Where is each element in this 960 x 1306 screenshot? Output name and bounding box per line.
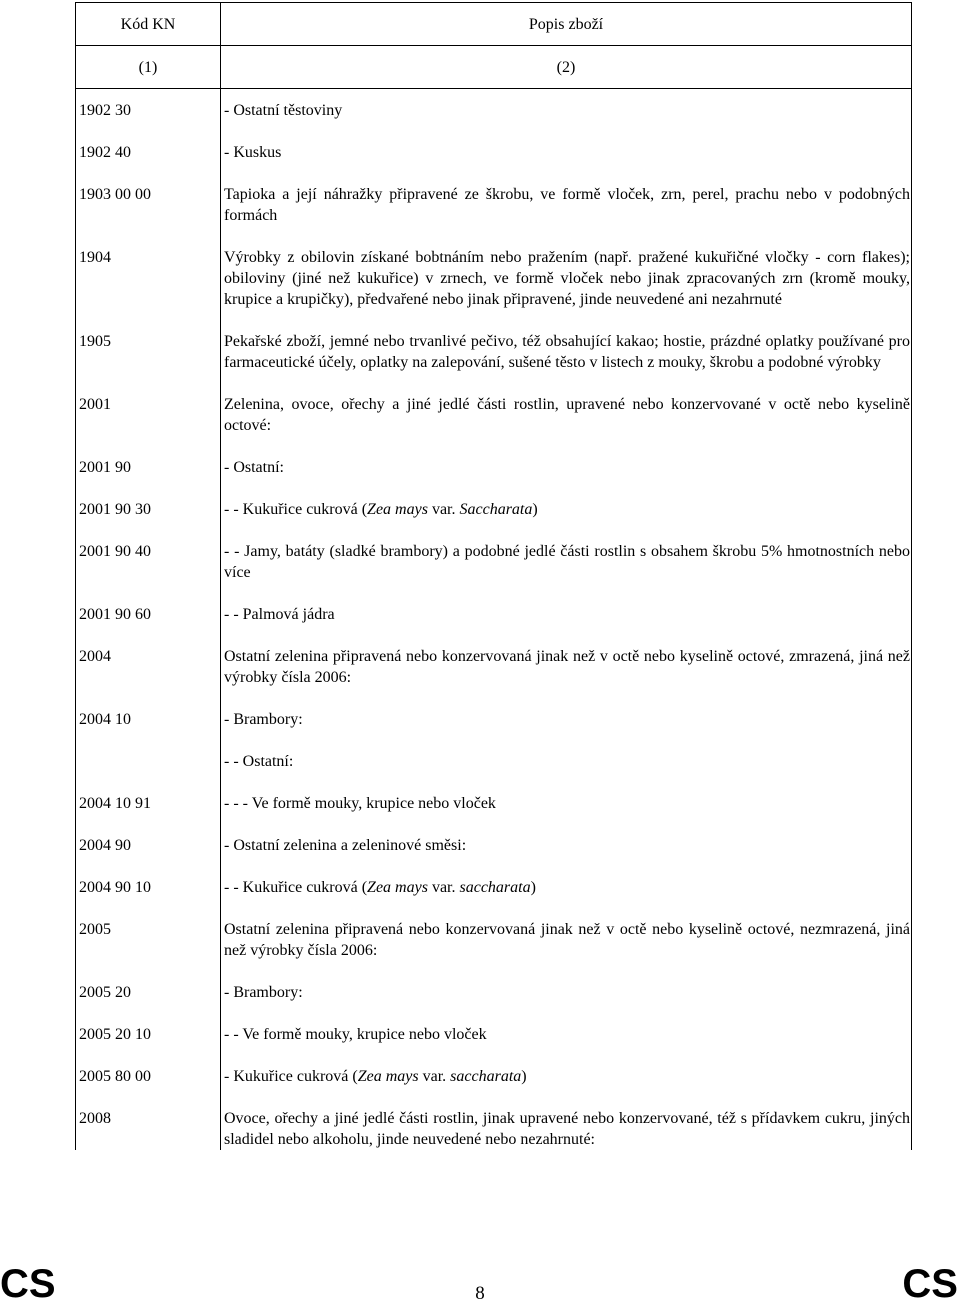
table-row [76,89,912,132]
kn-code: 2001 90 40 [76,530,221,593]
table-row [76,824,912,866]
footer-language-left: CS [0,1262,56,1306]
goods-description [221,488,912,530]
kn-code: 2001 90 60 [76,593,221,635]
goods-description: Ostatní zelenina připravená nebo konzervovaná jinak než v octě nebo kyselině octové, nezmrazená, jiná než výrobky čísla 2006: [221,908,912,971]
goods-description: Ovoce, ořechy a jiné jedlé části rostlin, jinak upravené nebo konzervované, též s přídavkem cukru, jiných sladidel nebo alkoholu, jinde neuvedené nebo nezahrnuté: [221,1097,912,1150]
goods-description: - - - Ve formě mouky, krupice nebo vloček [221,782,912,824]
kn-code: 1902 40 [76,131,221,173]
description-text: var. [427,879,460,896]
kn-code: 2004 10 [76,698,221,740]
page-number: 8 [475,1283,485,1304]
table-row [76,1055,912,1097]
goods-description: - Kuskus [221,131,912,173]
description-text: var. [418,1068,451,1085]
header-row [76,3,912,46]
latin-name-text: Zea mays [367,879,428,896]
kn-code: 1903 00 00 [76,173,221,236]
table-row [76,236,912,320]
goods-description: - - Ve formě mouky, krupice nebo vloček [221,1013,912,1055]
goods-description: - Brambory: [221,971,912,1013]
description-text: ) [532,501,538,518]
table-row [76,635,912,698]
table-row [76,1097,912,1150]
goods-description: Tapioka a její náhražky připravené ze škrobu, ve formě vloček, zrn, perel, prachu nebo v podobných formách [221,173,912,236]
header-code: Kód KN [76,3,221,46]
kn-code: 2008 [76,1097,221,1150]
table-row [76,446,912,488]
goods-description: - - Ostatní: [221,740,912,782]
kn-code: 2005 20 10 [76,1013,221,1055]
goods-description: - - Palmová jádra [221,593,912,635]
table-row [76,383,912,446]
goods-description: Zelenina, ovoce, ořechy a jiné jedlé části rostlin, upravené nebo konzervované v octě nebo kyselině octové: [221,383,912,446]
kn-code: 2004 90 10 [76,866,221,908]
kn-code: 2001 90 30 [76,488,221,530]
latin-name-text: Zea mays [367,501,428,518]
header-description: Popis zboží [221,3,912,46]
description-text: var. [427,501,460,518]
description-text: - - Kukuřice cukrová ( [224,879,368,896]
table-row [76,1013,912,1055]
description-text: - - Kukuřice cukrová ( [224,501,368,518]
subheader-description: (2) [221,46,912,89]
goods-description: - Brambory: [221,698,912,740]
table-row [76,530,912,593]
description-text: ) [530,879,536,896]
kn-code: 2005 [76,908,221,971]
table-row [76,698,912,740]
table-body [76,89,912,1151]
table-row [76,320,912,383]
table-row [76,740,912,782]
table-row [76,908,912,971]
goods-description: Ostatní zelenina připravená nebo konzervovaná jinak než v octě nebo kyselině octové, zmrazená, jiná než výrobky čísla 2006: [221,635,912,698]
latin-name-text: saccharata [450,1068,522,1085]
goods-description: - - Jamy, batáty (sladké brambory) a podobné jedlé části rostlin s obsahem škrobu 5% hmotnostních nebo více [221,530,912,593]
latin-name-text: Saccharata [459,501,533,518]
goods-description: - Ostatní: [221,446,912,488]
table-row [76,131,912,173]
footer-language-right: CS [902,1262,958,1306]
table-row [76,866,912,908]
goods-description: - Ostatní těstoviny [221,89,912,132]
kn-code: 2004 10 91 [76,782,221,824]
goods-description [221,1055,912,1097]
kn-code: 2004 90 [76,824,221,866]
goods-description: Výrobky z obilovin získané bobtnáním nebo pražením (např. pražené kukuřičné vločky - corn flakes); obiloviny (jiné než kukuřice) v zrnech, ve formě vloček nebo jinak zpracovaných zrn (kromě mouky, krupice a krupičky), předvařené nebo jinak připravené, jinde neuvedené ani nezahrnuté [221,236,912,320]
kn-code: 1905 [76,320,221,383]
kn-code: 2005 20 [76,971,221,1013]
kn-code [76,740,221,782]
kn-code: 1904 [76,236,221,320]
kn-code: 1902 30 [76,89,221,132]
goods-description: Pekařské zboží, jemné nebo trvanlivé pečivo, též obsahující kakao; hostie, prázdné oplatky používané pro farmaceutické účely, oplatky na zalepování, sušené těsto v listech z mouky, škrobu a podobné výrobky [221,320,912,383]
table-row [76,488,912,530]
description-text: ) [521,1068,527,1085]
latin-name-text: Zea mays [357,1068,419,1085]
tariff-table [75,2,912,1150]
kn-code: 2005 80 00 [76,1055,221,1097]
kn-code: 2001 90 [76,446,221,488]
table-row [76,782,912,824]
description-text: - Kukuřice cukrová ( [224,1068,358,1085]
subheader-row [76,46,912,89]
goods-description [221,866,912,908]
subheader-code: (1) [76,46,221,89]
kn-code: 2001 [76,383,221,446]
goods-description: - Ostatní zelenina a zeleninové směsi: [221,824,912,866]
latin-name-text: saccharata [459,879,531,896]
table-row [76,971,912,1013]
table-row [76,593,912,635]
table-row [76,173,912,236]
kn-code: 2004 [76,635,221,698]
